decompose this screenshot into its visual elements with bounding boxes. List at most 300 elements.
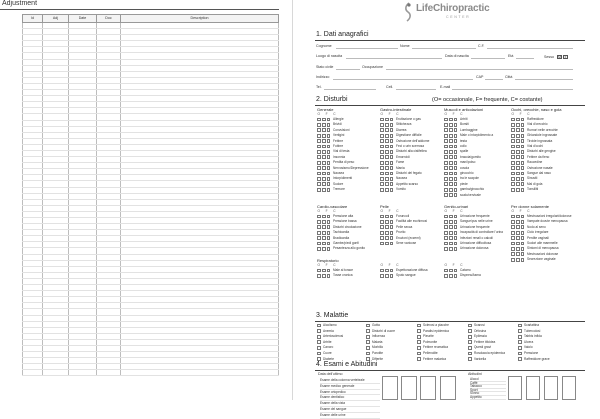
field-cf[interactable] bbox=[487, 48, 573, 49]
checkbox[interactable] bbox=[385, 155, 389, 159]
checkbox[interactable] bbox=[327, 220, 331, 224]
checkbox[interactable] bbox=[444, 128, 448, 132]
checkbox[interactable] bbox=[322, 118, 326, 122]
checkbox[interactable] bbox=[444, 155, 448, 159]
checkbox[interactable] bbox=[390, 182, 394, 186]
checkbox[interactable] bbox=[380, 231, 384, 235]
field-luogo[interactable] bbox=[346, 58, 442, 59]
habit-box[interactable] bbox=[562, 376, 576, 400]
checkbox[interactable] bbox=[444, 188, 448, 192]
checkbox[interactable] bbox=[390, 134, 394, 138]
checkbox[interactable] bbox=[521, 150, 525, 154]
checkbox[interactable] bbox=[317, 155, 321, 159]
adjustment-cell[interactable] bbox=[69, 370, 97, 376]
checkbox[interactable] bbox=[516, 177, 520, 181]
checkbox[interactable] bbox=[390, 225, 394, 229]
checkbox[interactable] bbox=[449, 269, 453, 273]
checkbox[interactable] bbox=[327, 182, 331, 186]
checkbox[interactable] bbox=[444, 123, 448, 127]
checkbox[interactable] bbox=[511, 123, 515, 127]
checkbox[interactable] bbox=[327, 134, 331, 138]
checkbox[interactable] bbox=[417, 346, 421, 350]
checkbox[interactable] bbox=[449, 161, 453, 165]
checkbox[interactable] bbox=[454, 193, 458, 197]
checkbox[interactable] bbox=[317, 128, 321, 132]
checkbox[interactable] bbox=[317, 324, 321, 328]
checkbox[interactable] bbox=[454, 269, 458, 273]
checkbox[interactable] bbox=[380, 134, 384, 138]
checkbox[interactable] bbox=[317, 182, 321, 186]
checkbox[interactable] bbox=[454, 123, 458, 127]
checkbox[interactable] bbox=[449, 274, 453, 278]
checkbox[interactable] bbox=[516, 139, 520, 143]
checkbox[interactable] bbox=[521, 252, 525, 256]
checkbox[interactable] bbox=[327, 166, 331, 170]
checkbox[interactable] bbox=[516, 247, 520, 251]
checkbox[interactable] bbox=[385, 118, 389, 122]
adjustment-cell[interactable] bbox=[121, 370, 279, 376]
checkbox[interactable] bbox=[317, 145, 321, 149]
checkbox[interactable] bbox=[521, 166, 525, 170]
field-stato[interactable] bbox=[336, 69, 360, 70]
sesso-m-box[interactable]: M bbox=[558, 55, 561, 59]
checkbox[interactable] bbox=[454, 215, 458, 219]
checkbox[interactable] bbox=[454, 145, 458, 149]
checkbox[interactable] bbox=[390, 236, 394, 240]
checkbox[interactable] bbox=[322, 177, 326, 181]
checkbox[interactable] bbox=[327, 225, 331, 229]
checkbox[interactable] bbox=[449, 155, 453, 159]
checkbox[interactable] bbox=[390, 215, 394, 219]
checkbox[interactable] bbox=[317, 340, 321, 344]
checkbox[interactable] bbox=[521, 134, 525, 138]
checkbox[interactable] bbox=[511, 155, 515, 159]
checkbox[interactable] bbox=[521, 215, 525, 219]
checkbox[interactable] bbox=[322, 188, 326, 192]
checkbox[interactable] bbox=[385, 225, 389, 229]
checkbox[interactable] bbox=[449, 134, 453, 138]
checkbox[interactable] bbox=[516, 128, 520, 132]
checkbox[interactable] bbox=[322, 123, 326, 127]
checkbox[interactable] bbox=[380, 123, 384, 127]
checkbox[interactable] bbox=[390, 172, 394, 176]
checkbox[interactable] bbox=[511, 177, 515, 181]
checkbox[interactable] bbox=[390, 161, 394, 165]
checkbox[interactable] bbox=[327, 269, 331, 273]
checkbox[interactable] bbox=[385, 274, 389, 278]
checkbox[interactable] bbox=[521, 242, 525, 246]
checkbox[interactable] bbox=[380, 269, 384, 273]
checkbox[interactable] bbox=[516, 161, 520, 165]
checkbox[interactable] bbox=[366, 329, 370, 333]
checkbox[interactable] bbox=[449, 236, 453, 240]
checkbox[interactable] bbox=[511, 220, 515, 224]
checkbox[interactable] bbox=[380, 236, 384, 240]
checkbox[interactable] bbox=[516, 258, 520, 262]
checkbox[interactable] bbox=[322, 220, 326, 224]
checkbox[interactable] bbox=[390, 220, 394, 224]
checkbox[interactable] bbox=[521, 139, 525, 143]
checkbox[interactable] bbox=[454, 150, 458, 154]
checkbox[interactable] bbox=[327, 172, 331, 176]
exam-date-box[interactable] bbox=[382, 376, 398, 400]
checkbox[interactable] bbox=[521, 161, 525, 165]
checkbox[interactable] bbox=[385, 236, 389, 240]
checkbox[interactable] bbox=[521, 258, 525, 262]
checkbox[interactable] bbox=[454, 274, 458, 278]
checkbox[interactable] bbox=[385, 161, 389, 165]
checkbox[interactable] bbox=[327, 118, 331, 122]
checkbox[interactable] bbox=[390, 150, 394, 154]
checkbox[interactable] bbox=[444, 118, 448, 122]
habit-box[interactable] bbox=[508, 376, 522, 400]
checkbox[interactable] bbox=[444, 134, 448, 138]
checkbox[interactable] bbox=[521, 225, 525, 229]
checkbox[interactable] bbox=[454, 172, 458, 176]
checkbox[interactable] bbox=[521, 231, 525, 235]
checkbox[interactable] bbox=[385, 150, 389, 154]
checkbox[interactable] bbox=[385, 166, 389, 170]
checkbox[interactable] bbox=[516, 231, 520, 235]
checkbox[interactable] bbox=[516, 242, 520, 246]
checkbox[interactable] bbox=[322, 225, 326, 229]
checkbox[interactable] bbox=[380, 166, 384, 170]
checkbox[interactable] bbox=[516, 215, 520, 219]
habit-box[interactable] bbox=[526, 376, 540, 400]
checkbox[interactable] bbox=[454, 118, 458, 122]
field-cognome[interactable] bbox=[336, 48, 398, 49]
checkbox[interactable] bbox=[327, 128, 331, 132]
checkbox[interactable] bbox=[417, 340, 421, 344]
habit-box[interactable] bbox=[544, 376, 558, 400]
checkbox[interactable] bbox=[317, 247, 321, 251]
checkbox[interactable] bbox=[327, 155, 331, 159]
checkbox[interactable] bbox=[317, 346, 321, 350]
checkbox[interactable] bbox=[449, 139, 453, 143]
checkbox[interactable] bbox=[380, 215, 384, 219]
checkbox[interactable] bbox=[521, 188, 525, 192]
checkbox[interactable] bbox=[322, 128, 326, 132]
checkbox[interactable] bbox=[516, 166, 520, 170]
checkbox[interactable] bbox=[454, 188, 458, 192]
checkbox[interactable] bbox=[327, 139, 331, 143]
checkbox[interactable] bbox=[449, 215, 453, 219]
checkbox[interactable] bbox=[317, 118, 321, 122]
checkbox[interactable] bbox=[468, 340, 472, 344]
adjustment-cell[interactable] bbox=[97, 370, 121, 376]
checkbox[interactable] bbox=[317, 231, 321, 235]
checkbox[interactable] bbox=[322, 145, 326, 149]
checkbox[interactable] bbox=[317, 123, 321, 127]
checkbox[interactable] bbox=[417, 352, 421, 356]
checkbox[interactable] bbox=[390, 242, 394, 246]
checkbox[interactable] bbox=[327, 161, 331, 165]
checkbox[interactable] bbox=[366, 346, 370, 350]
checkbox[interactable] bbox=[390, 177, 394, 181]
checkbox[interactable] bbox=[454, 231, 458, 235]
checkbox[interactable] bbox=[317, 188, 321, 192]
checkbox[interactable] bbox=[322, 139, 326, 143]
checkbox[interactable] bbox=[317, 150, 321, 154]
checkbox[interactable] bbox=[449, 177, 453, 181]
sesso-f-box[interactable]: F bbox=[564, 55, 567, 59]
checkbox[interactable] bbox=[322, 161, 326, 165]
checkbox[interactable] bbox=[516, 155, 520, 159]
checkbox[interactable] bbox=[521, 128, 525, 132]
checkbox[interactable] bbox=[385, 128, 389, 132]
checkbox[interactable] bbox=[511, 215, 515, 219]
checkbox[interactable] bbox=[322, 242, 326, 246]
checkbox[interactable] bbox=[317, 269, 321, 273]
checkbox[interactable] bbox=[380, 220, 384, 224]
checkbox[interactable] bbox=[516, 150, 520, 154]
checkbox[interactable] bbox=[449, 118, 453, 122]
checkbox[interactable] bbox=[468, 352, 472, 356]
checkbox[interactable] bbox=[444, 225, 448, 229]
checkbox[interactable] bbox=[521, 123, 525, 127]
checkbox[interactable] bbox=[511, 231, 515, 235]
checkbox[interactable] bbox=[511, 242, 515, 246]
checkbox[interactable] bbox=[380, 145, 384, 149]
checkbox[interactable] bbox=[511, 145, 515, 149]
checkbox[interactable] bbox=[317, 177, 321, 181]
checkbox[interactable] bbox=[449, 128, 453, 132]
checkbox[interactable] bbox=[521, 155, 525, 159]
checkbox[interactable] bbox=[516, 182, 520, 186]
checkbox[interactable] bbox=[327, 215, 331, 219]
checkbox[interactable] bbox=[511, 134, 515, 138]
checkbox[interactable] bbox=[444, 247, 448, 251]
checkbox[interactable] bbox=[366, 352, 370, 356]
checkbox[interactable] bbox=[385, 172, 389, 176]
field-cell[interactable] bbox=[396, 89, 436, 90]
checkbox[interactable] bbox=[327, 247, 331, 251]
checkbox[interactable] bbox=[385, 145, 389, 149]
checkbox[interactable] bbox=[380, 150, 384, 154]
checkbox[interactable] bbox=[518, 352, 522, 356]
checkbox[interactable] bbox=[449, 193, 453, 197]
exam-date-box[interactable] bbox=[401, 376, 417, 400]
checkbox[interactable] bbox=[417, 329, 421, 333]
field-data-nascita[interactable] bbox=[471, 58, 505, 59]
checkbox[interactable] bbox=[390, 269, 394, 273]
checkbox[interactable] bbox=[521, 247, 525, 251]
checkbox[interactable] bbox=[511, 139, 515, 143]
checkbox[interactable] bbox=[454, 166, 458, 170]
checkbox[interactable] bbox=[511, 236, 515, 240]
checkbox[interactable] bbox=[518, 346, 522, 350]
checkbox[interactable] bbox=[417, 335, 421, 339]
checkbox[interactable] bbox=[449, 150, 453, 154]
checkbox[interactable] bbox=[417, 324, 421, 328]
checkbox[interactable] bbox=[322, 150, 326, 154]
adjustment-cell[interactable] bbox=[23, 370, 43, 376]
checkbox[interactable] bbox=[468, 346, 472, 350]
checkbox[interactable] bbox=[518, 357, 522, 361]
checkbox[interactable] bbox=[449, 225, 453, 229]
checkbox[interactable] bbox=[317, 215, 321, 219]
checkbox[interactable] bbox=[444, 166, 448, 170]
checkbox[interactable] bbox=[449, 242, 453, 246]
checkbox[interactable] bbox=[516, 134, 520, 138]
checkbox[interactable] bbox=[380, 172, 384, 176]
checkbox[interactable] bbox=[516, 236, 520, 240]
checkbox[interactable] bbox=[521, 182, 525, 186]
checkbox[interactable] bbox=[380, 274, 384, 278]
checkbox[interactable] bbox=[385, 215, 389, 219]
exam-date-box[interactable] bbox=[440, 376, 456, 400]
checkbox[interactable] bbox=[380, 182, 384, 186]
checkbox[interactable] bbox=[449, 247, 453, 251]
checkbox[interactable] bbox=[454, 182, 458, 186]
checkbox[interactable] bbox=[317, 134, 321, 138]
field-nome[interactable] bbox=[412, 48, 476, 49]
checkbox[interactable] bbox=[385, 220, 389, 224]
checkbox[interactable] bbox=[449, 231, 453, 235]
checkbox[interactable] bbox=[468, 329, 472, 333]
checkbox[interactable] bbox=[454, 225, 458, 229]
checkbox[interactable] bbox=[390, 139, 394, 143]
checkbox[interactable] bbox=[468, 335, 472, 339]
checkbox[interactable] bbox=[327, 236, 331, 240]
checkbox[interactable] bbox=[518, 329, 522, 333]
checkbox[interactable] bbox=[327, 188, 331, 192]
checkbox[interactable] bbox=[322, 182, 326, 186]
checkbox[interactable] bbox=[454, 155, 458, 159]
checkbox[interactable] bbox=[380, 225, 384, 229]
checkbox[interactable] bbox=[385, 182, 389, 186]
checkbox[interactable] bbox=[317, 139, 321, 143]
checkbox[interactable] bbox=[449, 182, 453, 186]
checkbox[interactable] bbox=[317, 352, 321, 356]
checkbox[interactable] bbox=[511, 118, 515, 122]
checkbox[interactable] bbox=[317, 220, 321, 224]
checkbox[interactable] bbox=[444, 177, 448, 181]
checkbox[interactable] bbox=[444, 150, 448, 154]
checkbox[interactable] bbox=[327, 123, 331, 127]
checkbox[interactable] bbox=[449, 123, 453, 127]
checkbox[interactable] bbox=[327, 242, 331, 246]
checkbox[interactable] bbox=[390, 188, 394, 192]
checkbox[interactable] bbox=[516, 252, 520, 256]
checkbox[interactable] bbox=[317, 329, 321, 333]
checkbox[interactable] bbox=[385, 231, 389, 235]
checkbox[interactable] bbox=[444, 242, 448, 246]
checkbox[interactable] bbox=[449, 166, 453, 170]
checkbox[interactable] bbox=[322, 155, 326, 159]
checkbox[interactable] bbox=[454, 161, 458, 165]
checkbox[interactable] bbox=[327, 177, 331, 181]
checkbox[interactable] bbox=[380, 242, 384, 246]
checkbox[interactable] bbox=[444, 236, 448, 240]
checkbox[interactable] bbox=[317, 274, 321, 278]
checkbox[interactable] bbox=[454, 220, 458, 224]
checkbox[interactable] bbox=[516, 188, 520, 192]
checkbox[interactable] bbox=[322, 166, 326, 170]
checkbox[interactable] bbox=[521, 145, 525, 149]
checkbox[interactable] bbox=[317, 335, 321, 339]
checkbox[interactable] bbox=[327, 150, 331, 154]
checkbox[interactable] bbox=[516, 225, 520, 229]
checkbox[interactable] bbox=[380, 188, 384, 192]
checkbox[interactable] bbox=[390, 118, 394, 122]
checkbox[interactable] bbox=[317, 242, 321, 246]
checkbox[interactable] bbox=[454, 128, 458, 132]
checkbox[interactable] bbox=[390, 166, 394, 170]
field-eta[interactable] bbox=[516, 58, 534, 59]
checkbox[interactable] bbox=[322, 134, 326, 138]
checkbox[interactable] bbox=[511, 225, 515, 229]
checkbox[interactable] bbox=[516, 145, 520, 149]
checkbox[interactable] bbox=[390, 128, 394, 132]
checkbox[interactable] bbox=[511, 161, 515, 165]
checkbox[interactable] bbox=[322, 247, 326, 251]
checkbox[interactable] bbox=[385, 123, 389, 127]
checkbox[interactable] bbox=[454, 247, 458, 251]
checkbox[interactable] bbox=[516, 172, 520, 176]
checkbox[interactable] bbox=[444, 231, 448, 235]
checkbox[interactable] bbox=[518, 335, 522, 339]
checkbox[interactable] bbox=[322, 274, 326, 278]
checkbox[interactable] bbox=[380, 128, 384, 132]
checkbox[interactable] bbox=[516, 118, 520, 122]
checkbox[interactable] bbox=[444, 145, 448, 149]
field-citta[interactable] bbox=[515, 79, 573, 80]
checkbox[interactable] bbox=[521, 118, 525, 122]
field-indirizzo[interactable] bbox=[333, 79, 473, 80]
checkbox[interactable] bbox=[322, 172, 326, 176]
checkbox[interactable] bbox=[417, 357, 421, 361]
checkbox[interactable] bbox=[317, 225, 321, 229]
checkbox[interactable] bbox=[444, 193, 448, 197]
checkbox[interactable] bbox=[449, 188, 453, 192]
field-cap[interactable] bbox=[485, 79, 503, 80]
checkbox[interactable] bbox=[468, 324, 472, 328]
field-tel[interactable] bbox=[324, 89, 376, 90]
checkbox[interactable] bbox=[444, 182, 448, 186]
checkbox[interactable] bbox=[390, 231, 394, 235]
checkbox[interactable] bbox=[511, 182, 515, 186]
checkbox[interactable] bbox=[454, 177, 458, 181]
checkbox[interactable] bbox=[385, 134, 389, 138]
checkbox[interactable] bbox=[518, 324, 522, 328]
checkbox[interactable] bbox=[516, 220, 520, 224]
checkbox[interactable] bbox=[390, 145, 394, 149]
checkbox[interactable] bbox=[511, 166, 515, 170]
checkbox[interactable] bbox=[380, 118, 384, 122]
checkbox[interactable] bbox=[449, 172, 453, 176]
checkbox[interactable] bbox=[322, 231, 326, 235]
checkbox[interactable] bbox=[511, 247, 515, 251]
checkbox[interactable] bbox=[380, 177, 384, 181]
checkbox[interactable] bbox=[327, 274, 331, 278]
checkbox[interactable] bbox=[444, 220, 448, 224]
checkbox[interactable] bbox=[449, 220, 453, 224]
checkbox[interactable] bbox=[511, 258, 515, 262]
checkbox[interactable] bbox=[511, 172, 515, 176]
field-occupazione[interactable] bbox=[386, 69, 573, 70]
checkbox[interactable] bbox=[444, 172, 448, 176]
checkbox[interactable] bbox=[511, 128, 515, 132]
checkbox[interactable] bbox=[449, 145, 453, 149]
checkbox[interactable] bbox=[380, 161, 384, 165]
checkbox[interactable] bbox=[444, 161, 448, 165]
checkbox[interactable] bbox=[385, 269, 389, 273]
field-email[interactable] bbox=[452, 89, 573, 90]
checkbox[interactable] bbox=[385, 188, 389, 192]
checkbox[interactable] bbox=[454, 134, 458, 138]
checkbox[interactable] bbox=[521, 172, 525, 176]
